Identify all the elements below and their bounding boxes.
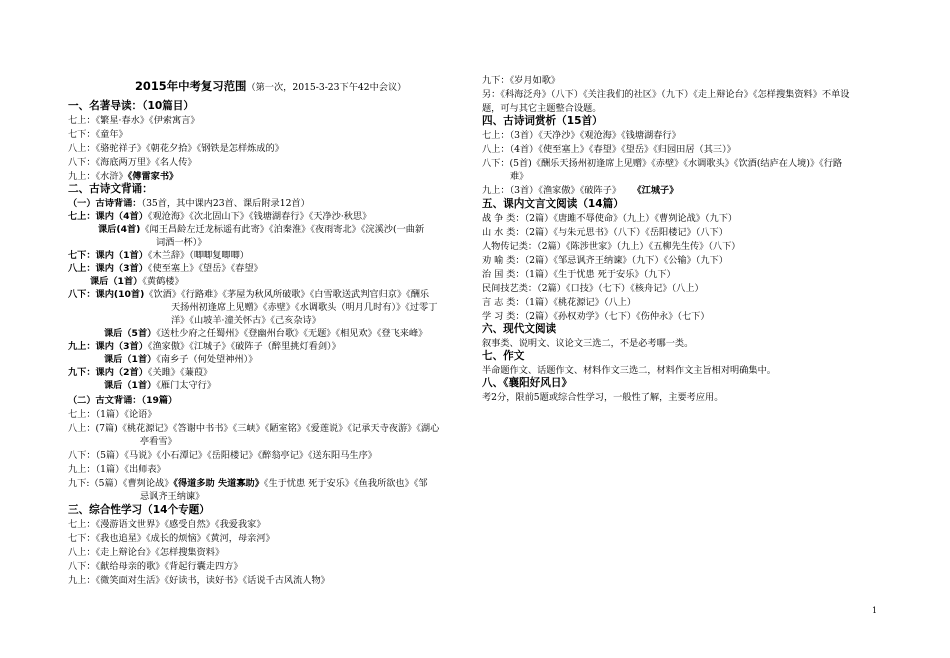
list-item-continued: 天扬州初逢席上见赠》《赤壁》《水调歌头（明月几时有）》《过零丁 (171, 302, 438, 313)
list-item (68, 340, 341, 353)
list-item: 战 争 类：（2篇）《唐雎不辱使命》（九上）《曹刿论战》（九下） (482, 213, 738, 224)
title-text: 2015年中考复习范围 (135, 79, 247, 93)
list-item-label: 七上：课内（4首） (68, 211, 148, 222)
list-item-continued: 忌讽齐王纳谏》 (140, 491, 205, 502)
list-item: 叙事类、说明文、议论文三选二，不是必考哪一类。 (482, 338, 694, 349)
list-item (68, 366, 212, 379)
list-item: 八上：（4首）《使至塞上》《春望》《望岳》《归园田居（其三）》 (482, 144, 736, 155)
list-item: 九下：《岁月如歌》 (482, 75, 561, 86)
list-item-label: 课后（1首） (104, 380, 157, 391)
list-item: 八下：（5篇）《马说》《小石潭记》《岳阳楼记》《醉翁亭记》《送东阳马生序》 (68, 450, 377, 461)
list-item-text: 《使至塞上》《望岳》《春望》 (147, 263, 263, 274)
list-item (68, 288, 429, 301)
section-6-heading: 六、现代文阅读 (482, 323, 557, 335)
page-number: 1 (872, 606, 878, 615)
list-item-text: 九上：（3首）《渔家傲》《破阵子》 (482, 185, 622, 196)
list-item-label: 九下：课内（2首） (68, 367, 148, 378)
list-item-continued: 难》 (510, 171, 529, 182)
subsection-label: （一）古诗背诵： (68, 198, 142, 209)
list-item: 七上：《繁星·春水》《伊索寓言》 (68, 115, 200, 126)
section-1-heading: 一、名著导读：（10篇目） (68, 100, 194, 112)
list-item-label: 九上：课内（3首） (68, 341, 148, 352)
list-item: 八下：(5首)《酬乐天扬州初逢席上见赠》《赤壁》《水调歌头》《饮酒(结庐在人境)》《行路 (482, 158, 843, 169)
list-item: 言 志 类：（1篇）《桃花源记》（八上） (482, 297, 637, 308)
note-line: 另：《科海泛舟》（八下）《关注我们的社区》（九下）《走上辩论台》《怎样搜集资料》不单设 (482, 89, 850, 100)
list-item (68, 170, 178, 183)
list-item-label: 课后（5首） (104, 328, 157, 339)
section-4-heading: 四、古诗词赏析（15首） (482, 115, 603, 127)
list-item-text: 《闻王昌龄左迁龙标遥有此寄》《泊秦淮》《夜雨寄北》《浣溪沙(一曲新 (140, 224, 425, 235)
list-item: 七下：《我也追星》《成长的烦恼》《黄河，母亲河》 (68, 533, 275, 544)
list-item: 七上：（3首）《天净沙》《观沧海》《钱塘湖春行》 (482, 130, 681, 141)
list-item-label: 七下：课内（1首） (68, 250, 148, 261)
list-item: 考2分，限前5题或综合性学习，一般性了解，主要考应用。 (482, 392, 724, 403)
list-item-text: 《关雎》《蒹葭》 (147, 367, 213, 378)
list-item-continued: 词酒一杯）》 (156, 237, 207, 248)
list-item-text: 《雁门太守行》 (156, 380, 217, 391)
list-item-text: 《生于忧患 死于安乐》《鱼我所欲也》《邹 (263, 478, 428, 489)
page-title (135, 80, 406, 94)
section-2-heading: 二、古诗文背诵： (68, 183, 153, 195)
section-3-heading: 三、综合性学习（14个专题） (68, 504, 210, 516)
list-item-label: 八下：课内(10首) (68, 289, 145, 300)
list-item: 九上：（1篇）《出师表》 (68, 464, 166, 475)
list-item (68, 249, 249, 262)
section-8-heading: 八、《襄阳好风日》 (482, 377, 573, 389)
list-item: 学 习 类：（2篇）《孙权劝学》（七下）《伤仲永》（七下） (482, 311, 710, 322)
list-item: 治 国 类：（1篇）《生于忧患 死于安乐》（九下） (482, 269, 676, 280)
list-item-text: 《送杜少府之任蜀州》《登幽州台歌》《无题》《相见欢》《登飞来峰》 (156, 328, 428, 339)
subsection-heading: （二）古文背诵：（19篇） (68, 395, 178, 406)
list-item: 八上：《骆驼祥子》《朝花夕拾》《钢铁是怎样炼成的》 (68, 143, 284, 154)
list-item: 八上：《走上辩论台》《怎样搜集资料》 (68, 547, 225, 558)
list-item-text: 《黄鹤楼》 (142, 276, 184, 287)
list-item: 山 水 类：（2篇）《与朱元思书》（八下）《岳阳楼记》（八下） (482, 227, 728, 238)
list-item-continued: 洋》《山坡羊·潼关怀古》《己亥杂诗》 (171, 315, 321, 326)
list-item: 民间技艺类：（2篇）《口技》（七下）《核舟记》（八上） (482, 283, 704, 294)
list-item (104, 327, 427, 340)
list-item-text: 《观沧海》《次北固山下》《钱塘湖春行》《天净沙·秋思》 (147, 211, 372, 222)
list-item-text: 《饮酒》《行路难》《茅屋为秋风所破歌》《白雪歌送武判官归京》《酬乐 (144, 289, 430, 300)
list-item-text: 九下:（5篇）《曹刿论战》 (68, 478, 174, 489)
list-item-text: 九上：《水浒》 (68, 171, 128, 182)
section-7-heading: 七、作文 (482, 350, 525, 362)
list-item: 九上：《微笑面对生活》《好读书，读好书》《话说千古风流人物》 (68, 575, 330, 586)
section-5-heading: 五、课内文言文阅读（14篇） (482, 198, 624, 210)
list-item: 人物传记类：（2篇）《陈涉世家》（九上）《五柳先生传》（八下） (482, 241, 741, 252)
title-note: （第一次，2015-3-23下午42中会议） (246, 82, 407, 93)
list-item: 七上：《漫游语文世界》《感受自然》《我爱我家》 (68, 519, 266, 530)
list-item (482, 184, 678, 197)
list-item-label: 课后（1首） (104, 354, 157, 365)
list-item (68, 210, 371, 223)
list-item-bold: 《傅雷家书》 (127, 171, 179, 182)
subsection-note: （35首，其中课内23首、课后附录12首） (141, 198, 310, 209)
list-item: 劝 喻 类：（2篇）《邹忌讽齐王纳谏》（九下）《公输》（九下） (482, 255, 728, 266)
list-item-text: 《南乡子（何处望神州）》 (156, 354, 258, 365)
list-item-continued: 亭看雪》 (140, 436, 177, 447)
list-item-label: 课后(4首) (98, 224, 141, 235)
note-line: 题，可与其它主题整合设题。 (482, 103, 602, 114)
list-item-bold: 《得道多助 失道寡助》 (173, 478, 264, 489)
list-item: 七下：《童年》 (68, 129, 128, 140)
list-item-text: 《木兰辞》（唧唧复唧唧） (147, 250, 249, 261)
subsection-heading (68, 197, 310, 210)
list-item-bold: 《江城子》 (637, 185, 679, 196)
list-item-label: 课后（1首） (90, 276, 143, 287)
list-item: 半命题作文、话题作文、材料作文三选二，材料作文主旨相对明确集中。 (482, 365, 776, 376)
list-item (68, 477, 428, 490)
list-item (68, 262, 263, 275)
list-item (104, 379, 216, 392)
list-item (104, 353, 257, 366)
list-item: 八下：《海底两万里》《名人传》 (68, 157, 197, 168)
list-item (90, 275, 184, 288)
list-item: 七上：（1篇）《论语》 (68, 409, 157, 420)
list-item-text: 《渔家傲》《江城子》《破阵子（醉里挑灯看剑）》 (147, 341, 341, 352)
list-item: 八上：(7篇)《桃花源记》《答谢中书书》《三峡》《陋室铭》《爱莲说》《记承天寺夜游》《湖心 (68, 423, 440, 434)
list-item-label: 八上：课内（3首） (68, 263, 148, 274)
list-item (98, 223, 424, 236)
list-item: 八下：《献给母亲的歌》《背起行囊走四方》 (68, 561, 243, 572)
